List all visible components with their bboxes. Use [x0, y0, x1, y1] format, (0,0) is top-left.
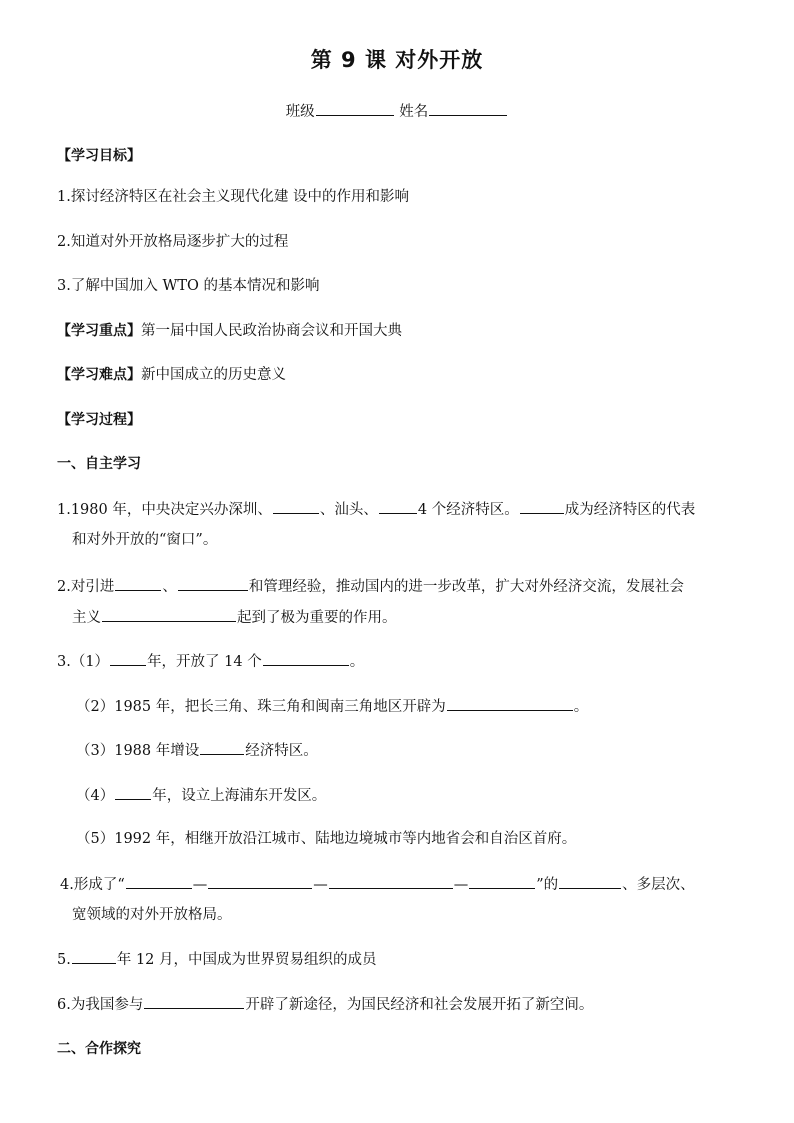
question-4-cont: 宽领域的对外开放格局。 [72, 907, 232, 923]
objective-item: 1.探讨经济特区在社会主义现代化建 设中的作用和影响 [57, 189, 409, 205]
answer-blank[interactable] [447, 696, 573, 711]
question-2-cont [72, 607, 397, 628]
answer-blank[interactable] [126, 874, 192, 889]
answer-blank[interactable] [110, 651, 146, 666]
question-5 [57, 949, 377, 970]
difficulties-text: 新中国成立的历史意义 [141, 367, 286, 383]
q2-text: 起到了极为重要的作用。 [237, 610, 397, 626]
q3-text: 经济特区。 [245, 743, 318, 759]
question-3 [57, 651, 364, 672]
q4-text: ”的 [536, 877, 559, 893]
q3-text: 。 [573, 699, 589, 715]
answer-blank[interactable] [263, 651, 349, 666]
name-blank[interactable] [429, 101, 507, 116]
q1-text: 、汕头、 [319, 502, 378, 518]
q3-text: 年，开放了 14 个 [147, 654, 262, 670]
question-3-2 [76, 696, 588, 717]
q4-dash: — [453, 877, 469, 893]
key-points-header: 【学习重点】 [57, 323, 141, 339]
answer-blank[interactable] [559, 874, 621, 889]
answer-blank[interactable] [329, 874, 453, 889]
page-title: 第 9 课 对外开放 [310, 48, 484, 72]
cooperation-header: 二、合作探究 [57, 1041, 141, 1057]
q4-text: 、多层次、 [622, 877, 695, 893]
key-points-text: 第一届中国人民政治协商会议和开国大典 [141, 323, 402, 339]
q6-text: 6.为我国参与 [57, 997, 144, 1013]
answer-blank[interactable] [379, 499, 417, 514]
q1-text: 4 个经济特区。 [417, 502, 519, 518]
answer-blank[interactable] [72, 949, 116, 964]
student-info [0, 100, 794, 121]
answer-blank[interactable] [469, 874, 535, 889]
objective-item: 2.知道对外开放格局逐步扩大的过程 [57, 234, 289, 250]
key-points [57, 321, 402, 341]
process-header: 【学习过程】 [57, 412, 141, 428]
self-study-header: 一、自主学习 [57, 456, 141, 472]
q3-text: 年，设立上海浦东开发区。 [152, 788, 327, 804]
q4-text: 4.形成了“ [60, 877, 125, 893]
question-3-3 [76, 740, 318, 761]
answer-blank[interactable] [178, 576, 248, 591]
q1-text: 1.1980 年，中央决定兴办深圳、 [57, 502, 272, 518]
difficulties [57, 365, 286, 385]
name-label: 姓名 [399, 104, 429, 120]
q3-text: 3.（1） [57, 654, 110, 670]
q3-text: （3）1988 年增设 [76, 743, 200, 759]
q2-text: 2.对引进 [57, 579, 115, 595]
answer-blank[interactable] [520, 499, 564, 514]
question-1 [57, 499, 695, 520]
objective-item: 3.了解中国加入 WTO 的基本情况和影响 [57, 278, 320, 294]
class-blank[interactable] [316, 101, 394, 116]
question-4 [60, 874, 695, 895]
class-label: 班级 [285, 104, 315, 120]
question-6 [57, 994, 593, 1015]
question-3-4 [76, 785, 326, 806]
q5-text: 5. [57, 952, 71, 968]
objectives-header: 【学习目标】 [57, 148, 141, 164]
q2-text: 和管理经验，推动国内的进一步改革，扩大对外经济交流，发展社会 [248, 579, 684, 595]
answer-blank[interactable] [208, 874, 312, 889]
answer-blank[interactable] [115, 785, 151, 800]
question-2 [57, 576, 684, 597]
answer-blank[interactable] [115, 576, 161, 591]
q3-text: （2）1985 年，把长三角、珠三角和闽南三角地区开辟为 [76, 699, 446, 715]
q1-text: 成为经济特区的代表 [564, 502, 696, 518]
difficulties-header: 【学习难点】 [57, 367, 141, 383]
q3-text: 。 [349, 654, 365, 670]
q4-dash: — [192, 877, 208, 893]
answer-blank[interactable] [200, 740, 244, 755]
question-3-5: （5）1992 年，相继开放沿江城市、陆地边境城市等内地省会和自治区首府。 [76, 831, 577, 847]
answer-blank[interactable] [144, 994, 244, 1009]
q3-text: （4） [76, 788, 115, 804]
q2-text: 主义 [72, 610, 101, 626]
answer-blank[interactable] [273, 499, 319, 514]
q6-text: 开辟了新途径，为国民经济和社会发展开拓了新空间。 [245, 997, 594, 1013]
q2-text: 、 [162, 579, 177, 595]
q4-dash: — [313, 877, 328, 893]
question-1-cont: 和对外开放的“窗口”。 [72, 532, 218, 548]
q5-text: 年 12 月，中国成为世界贸易组织的成员 [116, 952, 377, 968]
answer-blank[interactable] [102, 607, 236, 622]
